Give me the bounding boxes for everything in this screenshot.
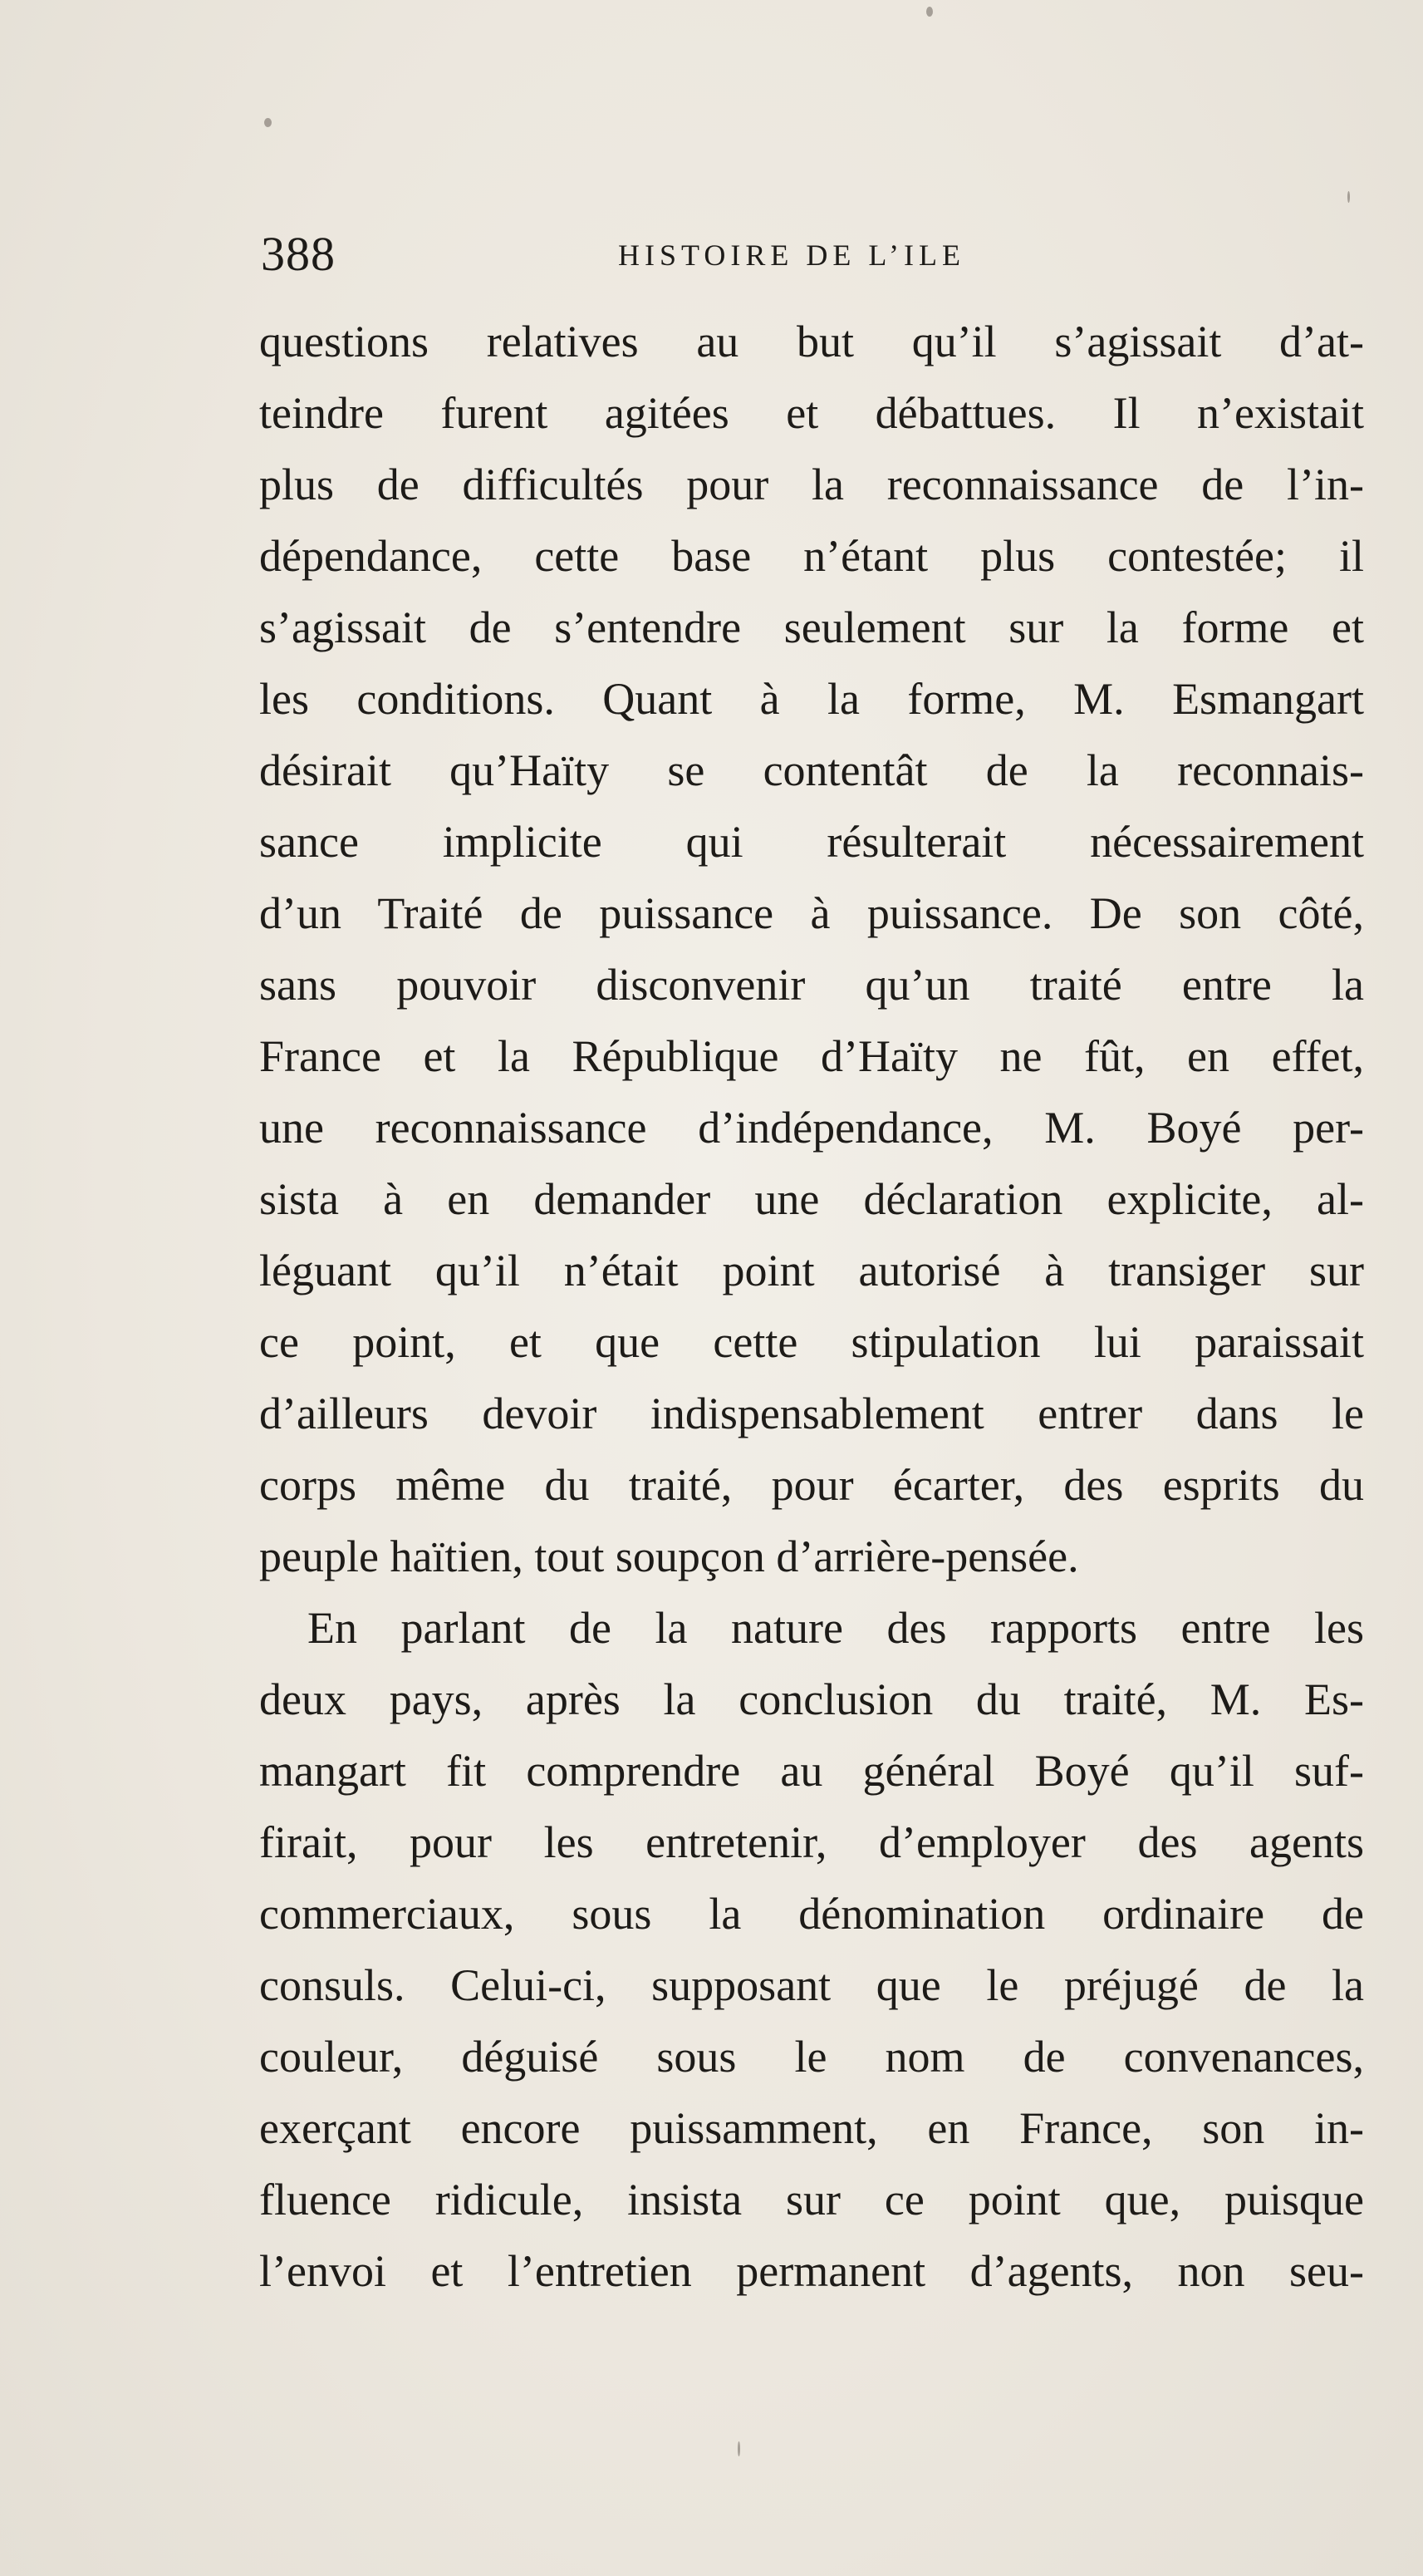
running-head bbox=[261, 226, 1366, 284]
text-line: questions relatives au but qu’il s’agissait d’at- bbox=[259, 317, 1364, 366]
page-number: 388 bbox=[261, 227, 336, 281]
text-line: exerçant encore puissamment, en France, son in- bbox=[259, 2103, 1364, 2153]
text-line: les conditions. Quant à la forme, M. Esmangart bbox=[259, 674, 1364, 724]
text-line: s’agissait de s’entendre seulement sur la forme et bbox=[259, 602, 1364, 652]
text-line: France et la République d’Haïty ne fût, en effet, bbox=[259, 1031, 1364, 1081]
text-line: d’un Traité de puissance à puissance. De son côté, bbox=[259, 888, 1364, 938]
text-line: couleur, déguisé sous le nom de convenances, bbox=[259, 2032, 1364, 2082]
paragraph bbox=[259, 1592, 1364, 2307]
paper-speck bbox=[264, 118, 272, 127]
text-line: ce point, et que cette stipulation lui paraissait bbox=[259, 1317, 1364, 1367]
text-line: désirait qu’Haïty se contentât de la reconnais- bbox=[259, 745, 1364, 795]
text-line: l’envoi et l’entretien permanent d’agents, non seu- bbox=[259, 2246, 1364, 2296]
text-line: une reconnaissance d’indépendance, M. Boyé per- bbox=[259, 1103, 1364, 1153]
paper-speck bbox=[738, 2441, 740, 2456]
paper-speck bbox=[926, 7, 933, 17]
text-line: corps même du traité, pour écarter, des esprits du bbox=[259, 1460, 1364, 1510]
running-title: HISTOIRE DE L’ILE bbox=[618, 238, 965, 272]
text-line: mangart fit comprendre au général Boyé qu’il suf- bbox=[259, 1746, 1364, 1796]
text-line: léguant qu’il n’était point autorisé à transiger sur bbox=[259, 1246, 1364, 1295]
text-line: sista à en demander une déclaration explicite, al- bbox=[259, 1174, 1364, 1224]
text-line: En parlant de la nature des rapports entre les bbox=[307, 1603, 1364, 1653]
text-line: consuls. Celui-ci, supposant que le préjugé de la bbox=[259, 1960, 1364, 2010]
text-line: firait, pour les entretenir, d’employer des agents bbox=[259, 1817, 1364, 1867]
text-line: sans pouvoir disconvenir qu’un traité entre la bbox=[259, 960, 1364, 1010]
paper-speck bbox=[1347, 191, 1350, 203]
text-line: fluence ridicule, insista sur ce point que, puisque bbox=[259, 2175, 1364, 2225]
text-line: d’ailleurs devoir indispensablement entrer dans le bbox=[259, 1389, 1364, 1438]
text-line: dépendance, cette base n’étant plus contestée; il bbox=[259, 531, 1364, 581]
text-line: deux pays, après la conclusion du traité, M. Es- bbox=[259, 1674, 1364, 1724]
paragraph bbox=[259, 306, 1364, 1592]
text-line: teindre furent agitées et débattues. Il n’existait bbox=[259, 388, 1364, 438]
text-line: sance implicite qui résulterait nécessairement bbox=[259, 817, 1364, 867]
text-line: peuple haïtien, tout soupçon d’arrière-pensée. bbox=[259, 1531, 1079, 1581]
text-line: plus de difficultés pour la reconnaissance de l’in- bbox=[259, 460, 1364, 509]
text-line: commerciaux, sous la dénomination ordinaire de bbox=[259, 1889, 1364, 1939]
body-text bbox=[259, 306, 1364, 2307]
